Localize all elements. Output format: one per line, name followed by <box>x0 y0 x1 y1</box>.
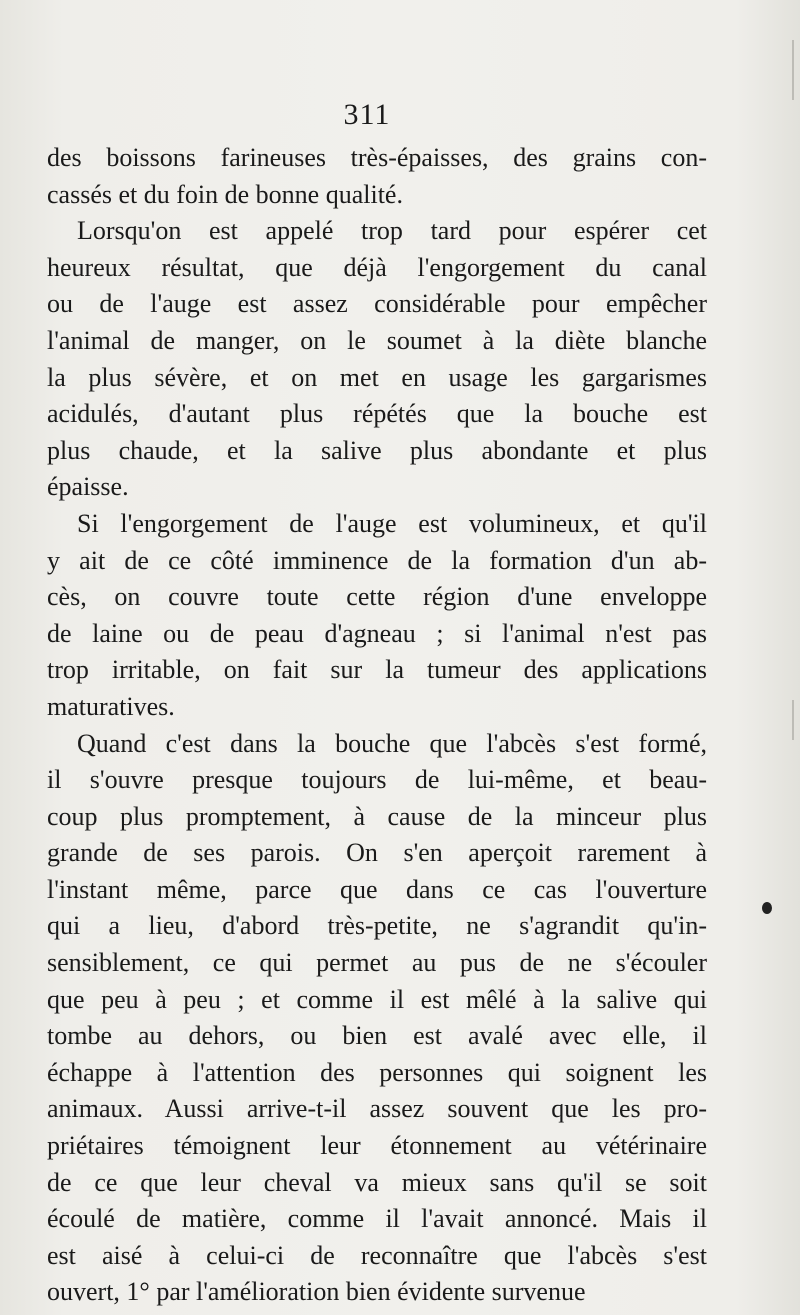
text-line: trop irritable, on fait sur la tumeur des applications <box>47 655 707 685</box>
text-line: Quand c'est dans la bouche que l'abcès s'est formé, <box>77 728 707 758</box>
text-line: acidulés, d'autant plus répétés que la bouche est <box>47 399 707 429</box>
text-line: heureux résultat, que déjà l'engorgement du canal <box>47 252 707 282</box>
text-line: tombe au dehors, ou bien est avalé avec elle, il <box>47 1021 707 1051</box>
text-line: cès, on couvre toute cette région d'une enveloppe <box>47 582 707 612</box>
text-line: y ait de ce côté imminence de la formation d'un ab- <box>47 545 707 575</box>
text-line: animaux. Aussi arrive-t-il assez souvent que les pro- <box>47 1094 707 1124</box>
text-line: échappe à l'attention des personnes qui soignent les <box>47 1057 707 1087</box>
body-text <box>47 140 707 1311</box>
text-line: l'instant même, parce que dans ce cas l'ouverture <box>47 874 707 904</box>
text-line: sensiblement, ce qui permet au pus de ne s'écouler <box>47 948 707 978</box>
text-line: écoulé de matière, comme il l'avait annoncé. Mais il <box>47 1204 707 1234</box>
text-line: de ce que leur cheval va mieux sans qu'il se soit <box>47 1167 707 1197</box>
page-number: 311 <box>343 98 391 131</box>
text-line: des boissons farineuses très-épaisses, des grains con- <box>47 143 707 172</box>
ink-speck <box>762 902 772 914</box>
text-line: est aisé à celui-ci de reconnaître que l'abcès s'est <box>47 1240 707 1270</box>
page-edge-mark <box>792 40 794 100</box>
paragraph <box>47 726 707 1312</box>
text-line: épaisse. <box>47 472 129 502</box>
text-line: l'animal de manger, on le soumet à la diète blanche <box>47 325 707 355</box>
text-line: Si l'engorgement de l'auge est volumineux, et qu'il <box>77 508 707 538</box>
text-line: plus chaude, et la salive plus abondante et plus <box>47 435 707 465</box>
page-edge-mark <box>792 700 794 740</box>
text-line: Lorsqu'on est appelé trop tard pour espérer cet <box>77 216 707 246</box>
text-line: la plus sévère, et on met en usage les gargarismes <box>47 362 707 392</box>
text-line: qui a lieu, d'abord très-petite, ne s'agrandit qu'in- <box>47 911 707 941</box>
text-line: maturatives. <box>47 691 175 721</box>
paragraph <box>47 506 707 726</box>
text-line: grande de ses parois. On s'en aperçoit rarement à <box>47 838 707 868</box>
text-line: de laine ou de peau d'agneau ; si l'animal n'est pas <box>47 618 707 648</box>
paragraph <box>47 140 707 213</box>
text-line: priétaires témoignent leur étonnement au vétérinaire <box>47 1131 707 1161</box>
text-line: il s'ouvre presque toujours de lui-même, et beau- <box>47 765 707 795</box>
text-line: que peu à peu ; et comme il est mêlé à la salive qui <box>47 984 707 1014</box>
paragraph <box>47 213 707 506</box>
text-line: cassés et du foin de bonne qualité. <box>47 179 403 209</box>
text-line: ouvert, 1° par l'amélioration bien évidente survenue <box>47 1277 586 1307</box>
text-line: ou de l'auge est assez considérable pour empêcher <box>47 289 707 319</box>
text-line: coup plus promptement, à cause de la minceur plus <box>47 801 707 831</box>
